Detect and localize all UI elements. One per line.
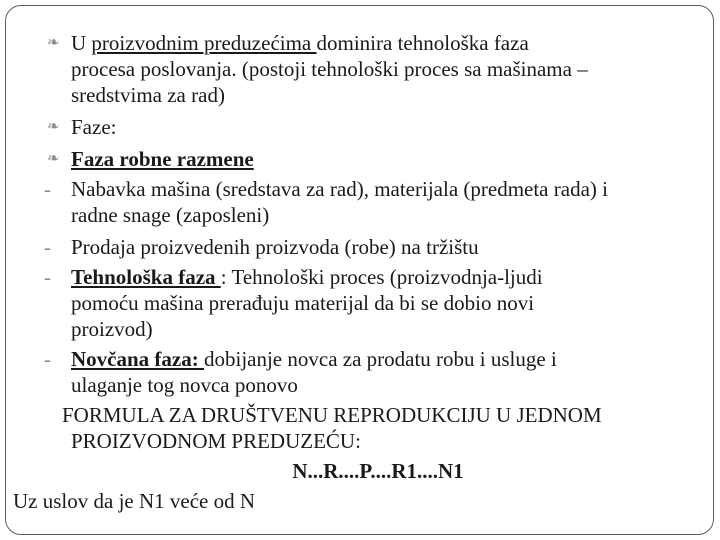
novcana-faza-term: Novčana faza: (71, 347, 204, 371)
dash-item-novcana-faza (43, 346, 703, 372)
novcana-faza-line-2: ulaganje tog novca ponovo (71, 373, 298, 397)
intro-underlined-text: proizvodnim preduzećima (91, 31, 317, 55)
dash-item-tehnoloska-faza (43, 264, 703, 290)
dash-item-prodaja (43, 234, 703, 260)
wave-bullet-icon: ❧ (47, 119, 60, 135)
bullet-paragraph-intro (43, 30, 703, 56)
wave-bullet-icon: ❧ (47, 35, 60, 51)
tehnoloska-faza-term: Tehnološka faza (71, 265, 221, 289)
faze-heading: Faze: (71, 115, 117, 139)
intro-line-3: sredstvima za rad) (71, 83, 225, 107)
dash-marker: - (44, 235, 51, 259)
slide-frame (5, 5, 714, 535)
tehnoloska-faza-line-2: pomoću mašina prerađuju materijal da bi se dobio novi (71, 291, 535, 315)
novcana-faza-text: dobijanje novca za prodatu robu i usluge i (203, 347, 557, 371)
wave-bullet-icon: ❧ (47, 151, 60, 167)
prodaja-line-1: Prodaja proizvedenih proizvoda (robe) na tržištu (71, 235, 479, 259)
tehnoloska-faza-text: : Tehnološki proces (proizvodnja-ljudi (220, 265, 543, 289)
dash-marker: - (44, 347, 51, 371)
condition-text: Uz uslov da je N1 veće od N (13, 489, 256, 513)
intro-text-end: dominira tehnološka faza (316, 31, 529, 55)
formula-heading-line-1: FORMULA ZA DRUŠTVENU REPRODUKCIJU U JEDNOM (62, 403, 602, 427)
faza-robne-razmene-heading: Faza robne razmene (71, 147, 254, 171)
nabavka-line-1: Nabavka mašina (sredstava za rad), materijala (predmeta rada) i (71, 177, 608, 201)
tehnoloska-faza-line-3: proizvod) (71, 317, 153, 341)
dash-marker: - (44, 177, 51, 201)
dash-item-nabavka (43, 176, 703, 202)
intro-text-start: U (71, 31, 92, 55)
bullet-paragraph-faze (43, 114, 703, 140)
formula-expression: N...R....P....R1....N1 (292, 459, 464, 483)
intro-line-2: procesa poslovanja. (postoji tehnološki proces sa mašinama – (71, 57, 588, 81)
formula-heading-line-2: PROIZVODNOM PREDUZEĆU: (71, 429, 361, 453)
nabavka-line-2: radne snage (zaposleni) (71, 203, 270, 227)
dash-marker: - (44, 265, 51, 289)
slide-content (13, 30, 703, 514)
bullet-paragraph-robna-razmena (43, 146, 703, 172)
